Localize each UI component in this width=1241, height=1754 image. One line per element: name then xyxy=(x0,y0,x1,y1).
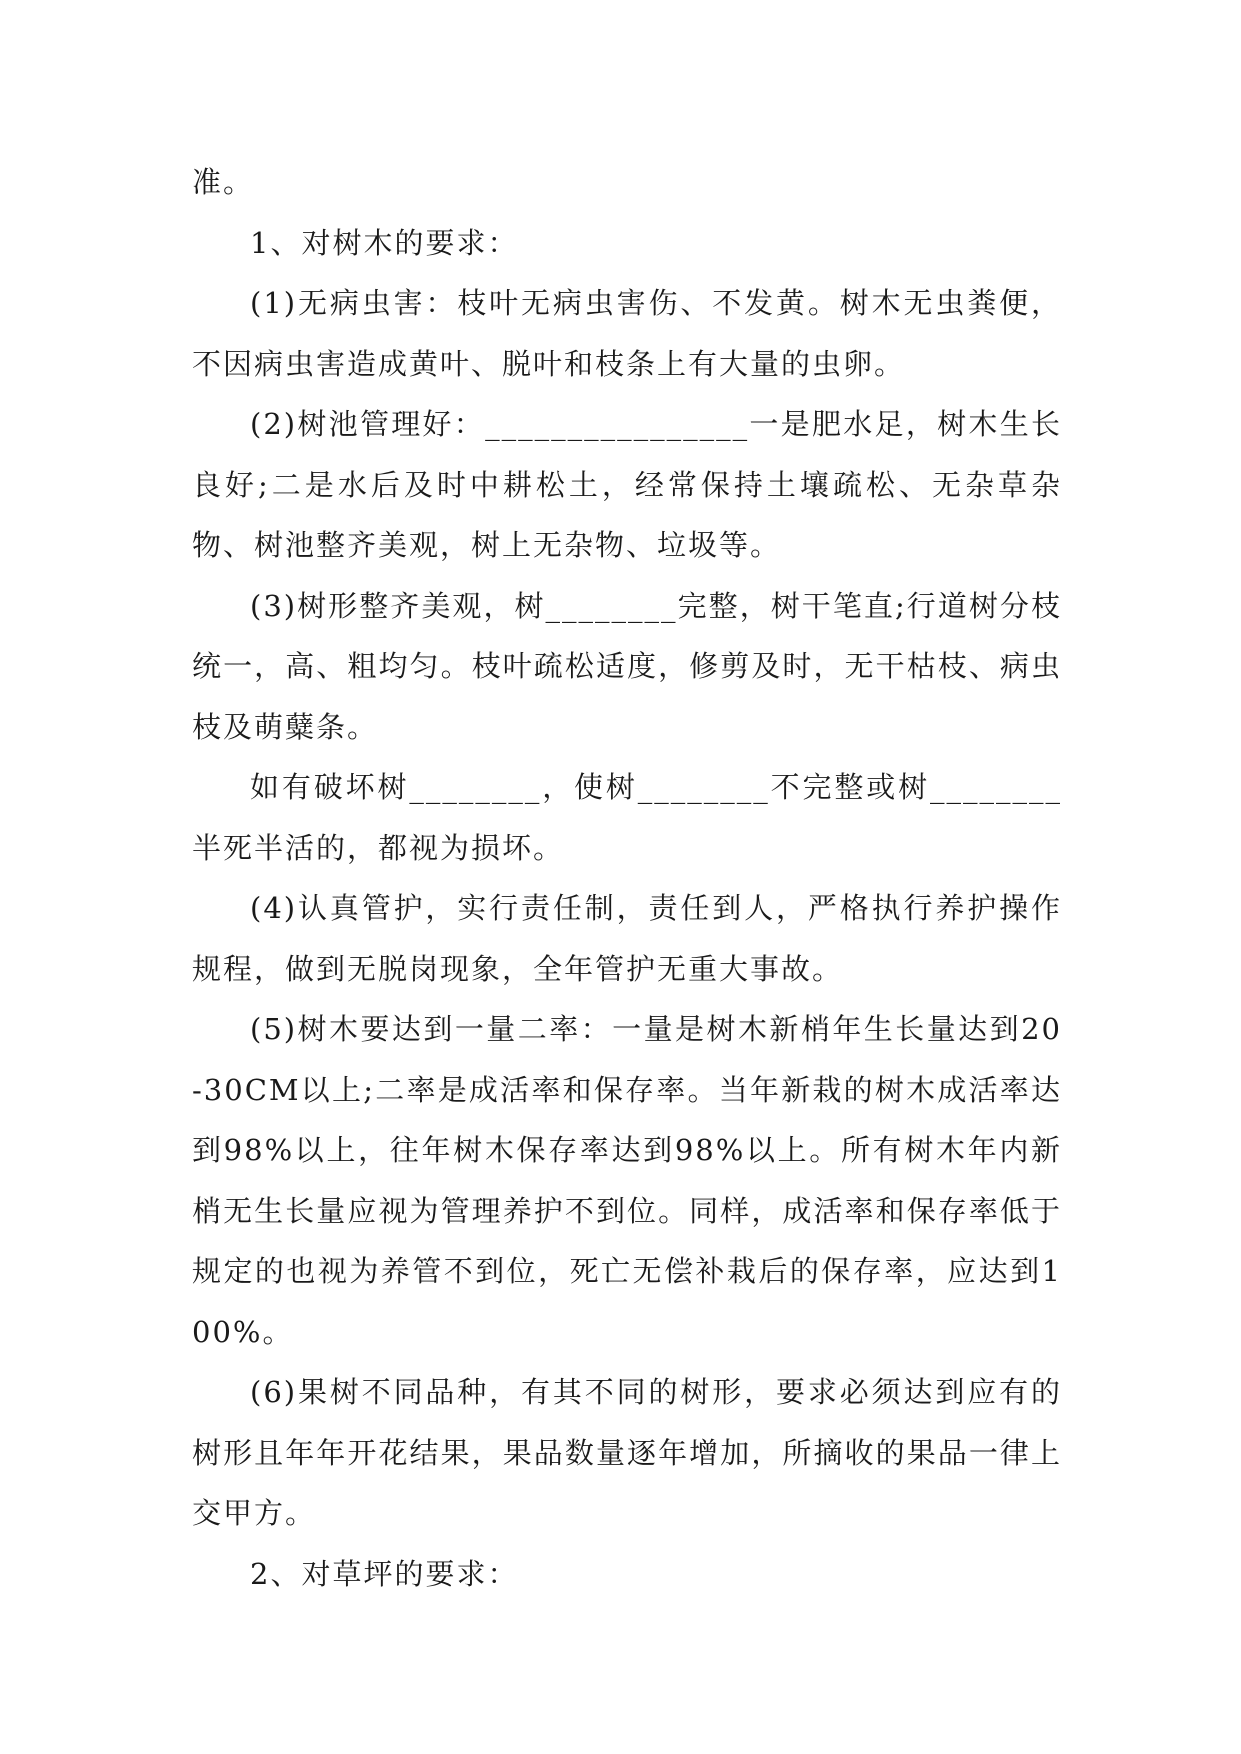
paragraph-item-2: (2)树池管理好：________________一是肥水足，树木生长良好;二是水后及时中耕松土，经常保持土壤疏松、无杂草杂物、树池整齐美观，树上无杂物、垃圾等。 xyxy=(192,407,1062,562)
paragraph-item-6: (6)果树不同品种，有其不同的树形，要求必须达到应有的树形且年年开花结果，果品数量逐年增加，所摘收的果品一律上交甲方。 xyxy=(192,1375,1062,1530)
paragraph-item-5: (5)树木要达到一量二率：一量是树木新梢年生长量达到20-30CM以上;二率是成活率和保存率。当年新栽的树木成活率达到98%以上，往年树木保存率达到98%以上。所有树木年内新梢无生长量应视为管理养护不到位。同样，成活率和保存率低于规定的也视为养管不到位，死亡无偿补栽后的保存率，应达到100%。 xyxy=(192,1012,1062,1349)
document-page xyxy=(192,152,1062,1604)
paragraph-item-1: (1)无病虫害：枝叶无病虫害伤、不发黄。树木无虫粪便，不因病虫害造成黄叶、脱叶和枝条上有大量的虫卵。 xyxy=(192,286,1062,381)
section-heading-lawn: 2、对草坪的要求： xyxy=(250,1556,519,1591)
section-heading-trees: 1、对树木的要求： xyxy=(250,225,519,260)
paragraph-continuation: 准。 xyxy=(192,165,255,199)
paragraph-item-4: (4)认真管护，实行责任制，责任到人，严格执行养护操作规程，做到无脱岗现象，全年管护无重大事故。 xyxy=(192,891,1062,986)
paragraph-damage-note: 如有破坏树________，使树________不完整或树________半死半活的，都视为损坏。 xyxy=(192,770,1062,865)
paragraph-item-3: (3)树形整齐美观，树________完整，树干笔直;行道树分枝统一，高、粗均匀。枝叶疏松适度，修剪及时，无干枯枝、病虫枝及萌糵条。 xyxy=(192,588,1062,744)
